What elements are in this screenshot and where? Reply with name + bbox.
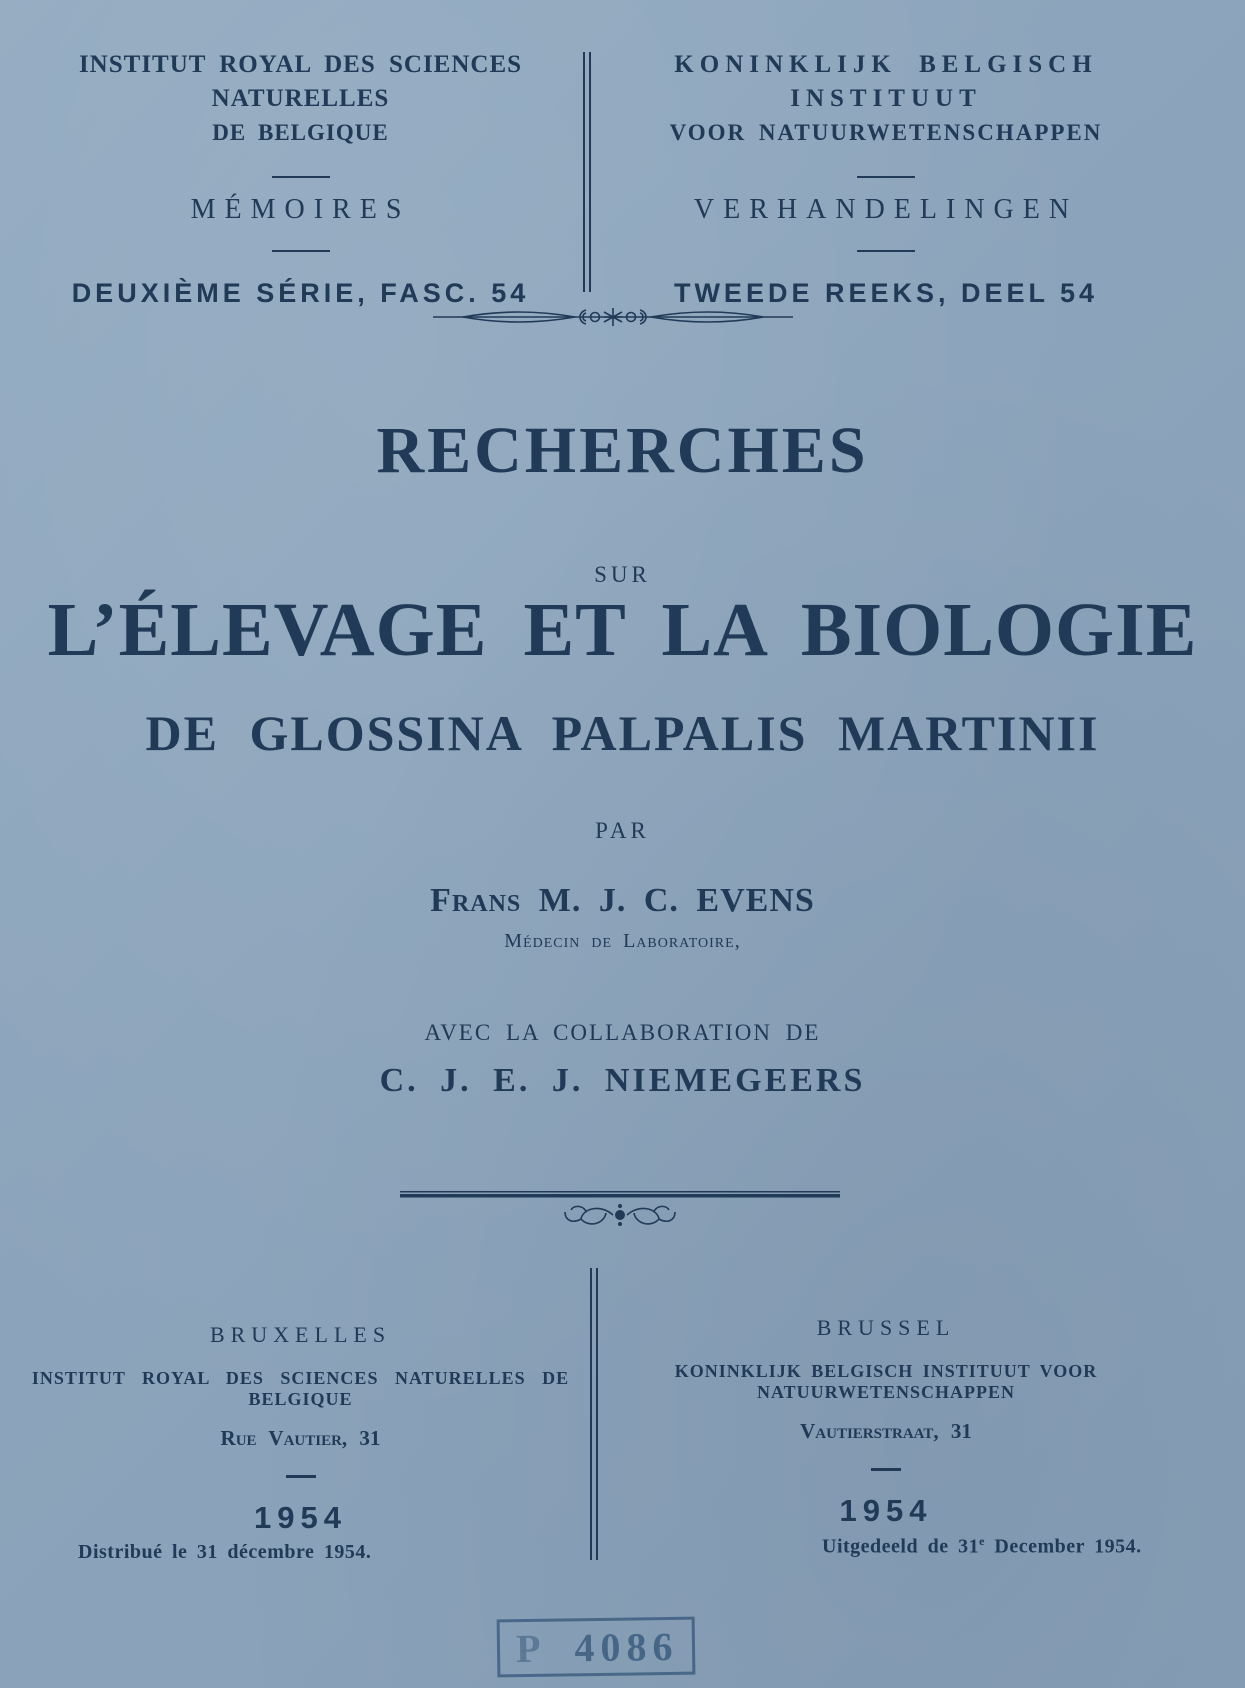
author-name: Frans M. J. C. EVENS [430, 882, 815, 919]
series-number-fr: DEUXIÈME SÉRIE, FASC. 54 [71, 278, 530, 308]
by-label: PAR [595, 818, 650, 843]
stamp-prefix: P [515, 1625, 541, 1671]
series-number-nl: TWEEDE REEKS, DEEL 54 [673, 278, 1099, 308]
author-title: Médecin de Laboratoire, [504, 930, 741, 952]
institution-name-fr-line1: INSTITUT ROYAL DES SCIENCES NATURELLES [78, 51, 523, 112]
imprint-right-column [606, 1315, 1166, 1529]
imprint-address-nl: Vautierstraat, 31 [800, 1419, 972, 1443]
title-line3: DE GLOSSINA PALPALIS MARTINII [145, 705, 1100, 761]
imprint-institution-nl: KONINKLIJK BELGISCH INSTITUUT VOOR NATUURWETENSCHAPPEN [674, 1361, 1098, 1402]
divider-rule [857, 250, 915, 252]
header-right-column [606, 48, 1166, 309]
institution-name-fr-line2: DE BELGIQUE [212, 120, 389, 145]
divider-rule [857, 176, 915, 178]
header-left-column [28, 48, 573, 309]
series-name-nl: VERHANDELINGEN [693, 194, 1079, 225]
distribution-note-fr: Distribué le 31 décembre 1954. [78, 1541, 372, 1563]
distribution-note-nl [822, 1534, 1142, 1559]
imprint-year-fr: 1954 [254, 1500, 347, 1535]
title-line2: L’ÉLEVAGE ET LA BIOLOGIE [47, 588, 1198, 672]
distribution-note-nl-pre: Uitgedeeld de 31 [822, 1535, 980, 1558]
top-ornament-icon [433, 303, 793, 336]
institution-name-nl-line1: KONINKLIJK BELGISCH INSTITUUT [674, 51, 1098, 112]
imprint-institution-fr: INSTITUT ROYAL DES SCIENCES NATURELLES DE BELGIQUE [31, 1368, 570, 1409]
title-connector: SUR [594, 562, 651, 587]
distribution-note-nl-post: December 1954. [984, 1535, 1142, 1558]
title-line1: RECHERCHES [376, 414, 869, 487]
divider-rule [272, 250, 330, 252]
bottom-ornament-icon [400, 1185, 840, 1244]
library-stamp [497, 1617, 696, 1678]
imprint-left-column [28, 1322, 573, 1536]
series-name-fr: MÉMOIRES [190, 194, 411, 225]
distribution-note-nl-sup: e [979, 1534, 985, 1548]
divider-dash [871, 1468, 901, 1471]
divider-rule [272, 176, 330, 178]
imprint-address-fr: Rue Vautier, 31 [220, 1426, 381, 1450]
imprint-city-nl: BRUSSEL [816, 1315, 956, 1340]
imprint-year-nl: 1954 [839, 1493, 933, 1528]
imprint-vertical-divider [590, 1268, 598, 1560]
collaborator-name: C. J. E. J. NIEMEGEERS [379, 1062, 866, 1099]
collaboration-label: AVEC LA COLLABORATION DE [424, 1020, 821, 1045]
imprint-city-fr: BRUXELLES [209, 1322, 392, 1347]
divider-dash [286, 1475, 316, 1478]
institution-name-nl-line2: VOOR NATUURWETENSCHAPPEN [669, 120, 1103, 145]
stamp-number: 4086 [574, 1623, 679, 1670]
header-vertical-divider [583, 52, 591, 292]
